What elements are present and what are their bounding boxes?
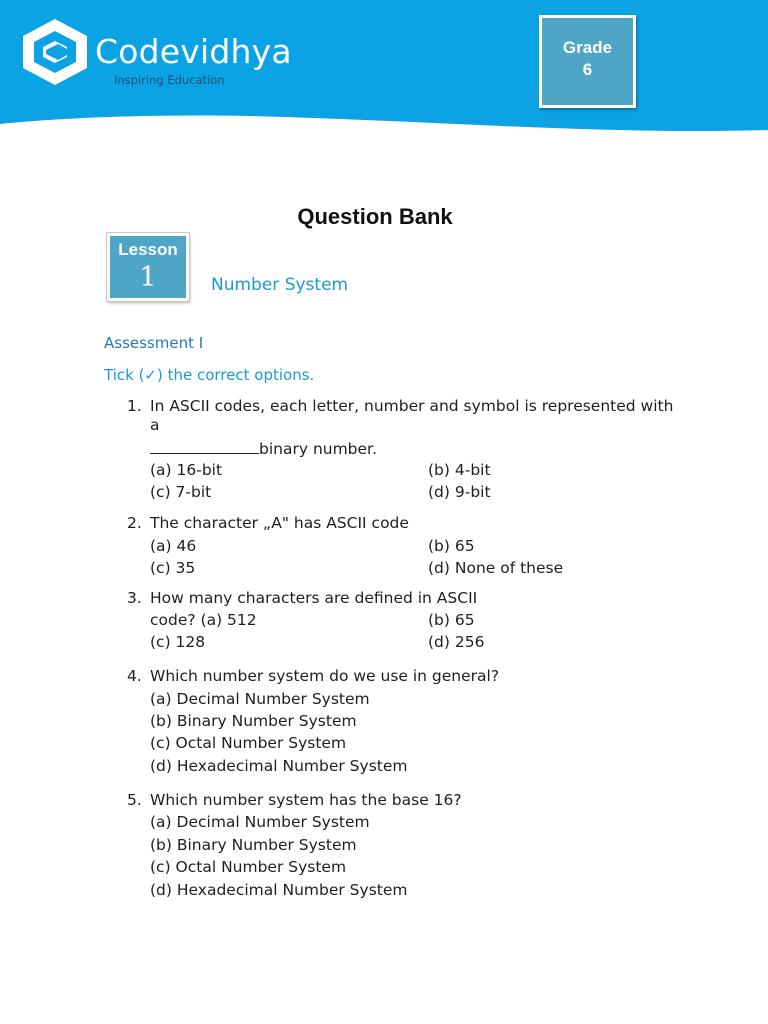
lesson-badge — [107, 233, 189, 301]
lesson-title: Number System — [211, 275, 349, 295]
option[interactable]: (d) Hexadecimal Number System — [150, 881, 408, 899]
question-text-option-a[interactable]: code? (a) 512 — [150, 611, 257, 629]
question-text: Which number system has the base 16? — [150, 791, 462, 809]
option[interactable]: (c) 7-bit — [150, 483, 212, 501]
option[interactable]: (d) 256 — [428, 633, 485, 651]
question-number: 5. — [127, 791, 142, 809]
question-text: How many characters are defined in ASCII — [150, 589, 478, 607]
question-number: 1. — [127, 397, 142, 415]
option[interactable]: (b) 65 — [428, 537, 475, 555]
lesson-number: 1 — [139, 262, 157, 293]
option[interactable]: (b) 65 — [428, 611, 475, 629]
question-number: 4. — [127, 667, 142, 685]
option[interactable]: (c) 35 — [150, 559, 196, 577]
option[interactable]: (a) 46 — [150, 537, 197, 555]
brand-tagline: Inspiring Education — [114, 73, 225, 87]
grade-badge — [539, 15, 636, 108]
question-text: binary number. — [259, 440, 377, 458]
option[interactable]: (a) Decimal Number System — [150, 813, 370, 831]
codevidhya-logo-icon — [19, 17, 91, 87]
option[interactable]: (d) 9-bit — [428, 483, 491, 501]
option[interactable]: (c) Octal Number System — [150, 858, 347, 876]
question-text: Which number system do we use in general? — [150, 667, 500, 685]
option[interactable]: (c) 128 — [150, 633, 206, 651]
question-text: The character „A" has ASCII code — [150, 514, 409, 532]
option[interactable]: (b) Binary Number System — [150, 836, 357, 854]
option[interactable]: (d) Hexadecimal Number System — [150, 757, 408, 775]
question-number: 2. — [127, 514, 142, 532]
question-text-blank-line — [150, 439, 377, 458]
instruction-text: Tick (✓) the correct options. — [104, 366, 315, 384]
answer-blank — [150, 439, 259, 454]
option[interactable]: (c) Octal Number System — [150, 734, 347, 752]
grade-label: Grade — [562, 38, 613, 57]
question-text: a — [150, 416, 160, 434]
option[interactable]: (b) 4-bit — [428, 461, 491, 479]
question-number: 3. — [127, 589, 142, 607]
option[interactable]: (a) Decimal Number System — [150, 690, 370, 708]
lesson-label: Lesson — [118, 240, 178, 259]
option[interactable]: (d) None of these — [428, 559, 564, 577]
header-banner — [0, 0, 768, 140]
assessment-heading: Assessment I — [104, 334, 204, 352]
page-title: Question Bank — [297, 204, 453, 229]
grade-number: 6 — [582, 60, 593, 79]
question-text: In ASCII codes, each letter, number and symbol is represented with — [150, 397, 674, 415]
option[interactable]: (b) Binary Number System — [150, 712, 357, 730]
option[interactable]: (a) 16-bit — [150, 461, 223, 479]
brand-name: Codevidhya — [95, 32, 292, 71]
